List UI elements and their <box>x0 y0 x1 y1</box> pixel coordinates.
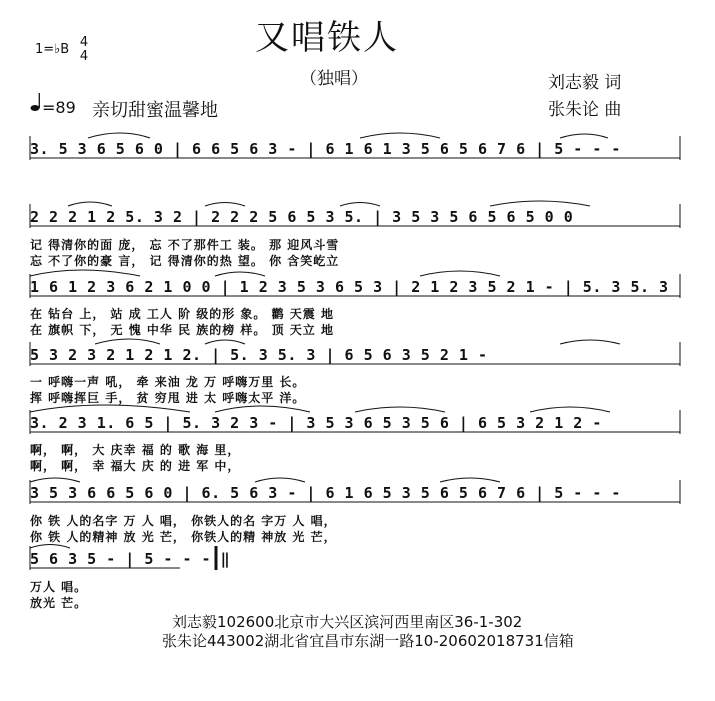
tempo-marking: =89 <box>42 98 76 117</box>
lyric-line-2b: 忘 不了你的豪 言， 记 得清你的热 望。 你 含笑屹立 <box>30 254 340 268</box>
lyricist-address: 刘志毅102600北京市大兴区滨河西里南区36-1-302 <box>172 613 523 631</box>
score-line-1: 3. 5 3 6 5 6 0 | 6 6 5 6 3 - | 6 1 6 1 3 5 6 5 6 7 6 | 5 - - - <box>30 140 621 158</box>
lyric-line-6b: 你 铁 人的精神 放 光 芒， 你铁人的精 神放 光 芒， <box>30 530 337 544</box>
song-subtitle: （独唱） <box>300 69 368 89</box>
lyric-line-4b: 挥 呼嗨挥巨 手， 贫 穷甩 进 太 呼嗨太平 洋。 <box>30 391 306 405</box>
lyric-line-3b: 在 旗帜 下， 无 愧 中华 民 族的榜 样。 顶 天立 地 <box>30 323 334 337</box>
score-line-2: 2 2 2 1 2 5. 3 2 | 2 2 2 5 6 5 3 5. | 3 5 3 5 6 5 6 5 0 0 <box>30 208 574 226</box>
lyric-line-7a: 万人 唱。 <box>30 580 88 594</box>
lyric-line-6a: 你 铁 人的名字 万 人 唱， 你铁人的名 字万 人 唱， <box>30 514 337 528</box>
lyric-line-2a: 记 得清你的面 庞， 忘 不了那件工 装。 那 迎风斗雪 <box>30 238 340 252</box>
meter-bottom: 4 <box>79 49 89 64</box>
meter-top: 4 <box>79 35 89 50</box>
score-line-7: 5 6 3 5 - | 5 - - - ‖ <box>30 550 231 568</box>
composer-credit: 张朱论 曲 <box>548 100 622 120</box>
score-line-5: 3. 2 3 1. 6 5 | 5. 3 2 3 - | 3 5 3 6 5 3 5 6 | 6 5 3 2 1 2 - <box>30 414 602 432</box>
lyric-line-3a: 在 钻台 上， 站 成 工人 阶 级的形 象。 鹳 天震 地 <box>30 307 334 321</box>
lyric-line-4a: 一 呼嗨一声 吼， 牵 来油 龙 万 呼嗨万里 长。 <box>30 375 306 389</box>
score-line-3: 1 6 1 2 3 6 2 1 0 0 | 1 2 3 5 3 6 5 3 | 2 1 2 3 5 2 1 - | 5. 3 5. 3 <box>30 278 669 296</box>
lyric-line-5a: 啊， 啊， 大 庆幸 福 的 歌 海 里， <box>30 443 241 457</box>
lyric-line-7b: 放光 芒。 <box>30 596 88 610</box>
song-title: 又唱铁人 <box>255 18 399 58</box>
composer-address: 张朱论443002湖北省宜昌市东湖一路10-20602018731信箱 <box>162 632 574 650</box>
lyric-line-5b: 啊， 啊， 幸 福大 庆 的 进 军 中， <box>30 459 241 473</box>
score-line-4: 5 3 2 3 2 1 2 1 2. | 5. 3 5. 3 | 6 5 6 3 5 2 1 - <box>30 346 488 364</box>
score-line-6: 3 5 3 6 6 5 6 0 | 6. 5 6 3 - | 6 1 6 5 3 5 6 5 6 7 6 | 5 - - - <box>30 484 621 502</box>
expression-marking: 亲切甜蜜温馨地 <box>92 100 218 121</box>
lyricist-credit: 刘志毅 词 <box>548 73 622 93</box>
key-signature: 1=♭B <box>35 42 70 57</box>
